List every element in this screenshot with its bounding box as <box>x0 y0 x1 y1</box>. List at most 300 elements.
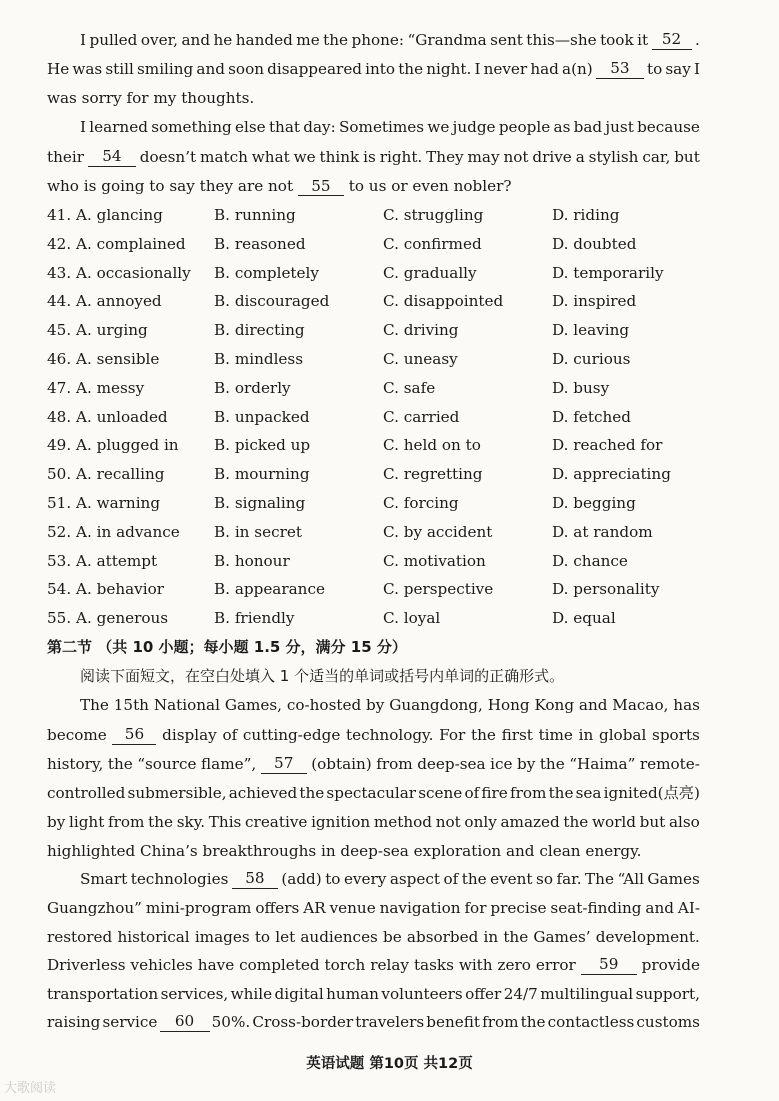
option-b[interactable]: B. discouraged <box>214 292 330 311</box>
word: disappeared <box>267 60 363 78</box>
word: drive <box>532 148 572 166</box>
word: offer <box>465 985 502 1003</box>
word: what <box>251 148 290 166</box>
word: Games, <box>224 696 283 714</box>
word: absorbed <box>406 928 479 946</box>
word: fire <box>481 784 508 802</box>
word: as <box>553 118 571 136</box>
word: Hong <box>487 696 530 714</box>
option-d[interactable]: D. doubted <box>552 234 637 253</box>
word: . <box>695 31 700 49</box>
word: the <box>503 928 529 946</box>
option-row <box>47 608 707 628</box>
word: National <box>153 696 220 714</box>
word: They <box>426 148 464 166</box>
word: so <box>536 870 553 888</box>
word: never <box>483 60 528 78</box>
word: still <box>105 60 134 78</box>
option-a[interactable]: 43. A. occasionally <box>47 263 191 282</box>
passage-line <box>47 955 700 975</box>
word: for <box>464 899 487 917</box>
word: submersible, <box>127 784 227 802</box>
word: is <box>363 148 376 166</box>
word: zero <box>497 956 531 974</box>
option-d[interactable]: D. appreciating <box>552 465 671 484</box>
word: time <box>538 726 573 744</box>
text-run: to us or even nobler? <box>343 177 512 195</box>
word: we <box>293 148 316 166</box>
passage-line <box>47 725 700 745</box>
section-heading: 第二节 （共 10 小题；每小题 1.5 分，满分 15 分） <box>47 638 407 656</box>
word: stylish <box>588 148 639 166</box>
word: with <box>458 956 493 974</box>
word: their <box>47 148 84 166</box>
word: amazed <box>500 813 560 831</box>
option-a[interactable]: 49. A. plugged in <box>47 436 179 455</box>
word: co-hosted <box>286 696 362 714</box>
option-d[interactable]: D. equal <box>552 609 616 628</box>
option-b[interactable]: B. unpacked <box>214 407 310 426</box>
word: Kong <box>534 696 575 714</box>
word: took <box>600 31 634 49</box>
word: Sometimes <box>339 118 425 136</box>
option-row <box>47 579 707 599</box>
word: deep-sea <box>417 755 486 773</box>
word: The <box>80 696 109 714</box>
word: “Grandma <box>407 31 487 49</box>
word: ignition <box>311 813 371 831</box>
word: day: <box>303 118 336 136</box>
word: also <box>668 813 700 831</box>
passage-line <box>80 117 700 137</box>
word: had <box>530 60 559 78</box>
answer-blank-53[interactable]: 53 <box>596 59 644 79</box>
word: far. <box>556 870 582 888</box>
word: human <box>326 985 379 1003</box>
word: “Haima” <box>569 755 636 773</box>
word: The <box>585 870 614 888</box>
option-b[interactable]: B. in secret <box>214 522 302 541</box>
word: while <box>230 985 273 1003</box>
word: Games <box>647 870 700 888</box>
option-a[interactable]: 50. A. recalling <box>47 465 165 484</box>
option-row <box>47 551 707 571</box>
option-a[interactable]: 55. A. generous <box>47 609 169 628</box>
word: into <box>365 60 396 78</box>
word: benefit <box>426 1013 481 1031</box>
option-row <box>47 263 707 283</box>
word: and <box>578 696 608 714</box>
option-row <box>47 234 707 254</box>
passage-line <box>47 59 700 79</box>
passage-line <box>80 869 700 889</box>
word: “All <box>617 870 644 888</box>
option-a[interactable]: 51. A. warning <box>47 494 161 512</box>
passage-line <box>47 841 700 861</box>
word: historical <box>117 928 190 946</box>
passage-line <box>47 176 700 196</box>
word: light <box>69 813 105 831</box>
option-d[interactable]: D. at random <box>552 522 653 541</box>
word: service <box>102 1013 158 1031</box>
word: car, <box>642 148 671 166</box>
word: from <box>482 1013 519 1031</box>
word: precise <box>490 899 547 917</box>
word: the <box>563 813 589 831</box>
word: I <box>80 31 86 49</box>
option-b[interactable]: B. reasoned <box>214 234 306 253</box>
option-b[interactable]: B. mourning <box>214 465 310 484</box>
option-d[interactable]: D. leaving <box>552 321 630 340</box>
option-c[interactable]: C. regretting <box>383 465 483 484</box>
option-c[interactable]: C. motivation <box>383 551 486 570</box>
word: technologies <box>130 870 229 888</box>
word: the <box>548 784 574 802</box>
word: to <box>254 928 271 946</box>
option-a[interactable]: 54. A. behavior <box>47 580 164 599</box>
passage-line <box>80 695 700 715</box>
word: the <box>520 1013 546 1031</box>
word: pulled <box>89 31 138 49</box>
word: from <box>108 813 145 831</box>
option-c[interactable]: C. forcing <box>383 494 459 512</box>
answer-blank-58[interactable]: 58 <box>232 869 278 889</box>
word: to <box>647 60 663 78</box>
word: ice <box>490 755 513 773</box>
word: by <box>47 813 66 831</box>
option-c[interactable]: C. by accident <box>383 522 493 541</box>
word: of <box>464 784 480 802</box>
option-c[interactable]: C. confirmed <box>383 234 482 253</box>
word: tasks <box>413 956 454 974</box>
word: flame”, <box>201 755 257 773</box>
word: support, <box>635 985 700 1003</box>
word: but <box>639 813 666 831</box>
word: relay <box>370 956 409 974</box>
word: every <box>343 870 387 888</box>
word: because <box>637 118 700 136</box>
word: by <box>516 755 536 773</box>
word: was <box>72 60 103 78</box>
option-b[interactable]: B. picked up <box>214 436 311 455</box>
word: me <box>296 31 320 49</box>
text-run: who is going to say they are not <box>47 177 298 195</box>
option-a[interactable]: 45. A. urging <box>47 321 148 340</box>
word: have <box>197 956 235 974</box>
answer-blank-60[interactable]: 60 <box>160 1012 210 1032</box>
word: remote- <box>639 755 700 773</box>
word: and <box>181 31 211 49</box>
option-row <box>47 349 707 369</box>
option-c[interactable]: C. uneasy <box>383 350 458 368</box>
watermark: 大歌阅读 <box>4 1081 57 1096</box>
word: venue <box>329 899 376 917</box>
word: For <box>439 726 466 744</box>
word: the <box>299 784 325 802</box>
option-c[interactable]: C. carried <box>383 407 460 426</box>
option-row <box>47 407 707 427</box>
passage-line <box>47 754 700 774</box>
option-c[interactable]: C. driving <box>383 321 459 340</box>
option-row <box>47 464 707 484</box>
word: it <box>637 31 649 49</box>
option-b[interactable]: B. friendly <box>214 609 295 628</box>
word: method <box>373 813 433 831</box>
word: error <box>535 956 576 974</box>
word: become <box>47 726 107 744</box>
text-run: was sorry for my thoughts. <box>47 89 255 107</box>
word: achieved <box>228 784 298 802</box>
answer-blank-55[interactable]: 55 <box>298 177 344 196</box>
word: AI- <box>677 899 700 917</box>
option-b[interactable]: B. orderly <box>214 378 291 397</box>
option-a[interactable]: 52. A. in advance <box>47 522 180 541</box>
option-d[interactable]: D. fetched <box>552 407 631 426</box>
text-run: highlighted China’s breakthroughs in deep-sea exploration and clean energy. <box>47 842 642 860</box>
word: completed <box>239 956 320 974</box>
word: customs <box>636 1013 700 1031</box>
word: and <box>196 60 225 78</box>
word: Smart <box>80 870 128 888</box>
word: the <box>323 31 349 49</box>
word: I <box>474 60 481 78</box>
word: aspect <box>389 870 440 888</box>
word: we <box>427 118 450 136</box>
word: controlled <box>47 784 126 802</box>
answer-blank-57[interactable]: 57 <box>261 754 307 774</box>
word: services, <box>160 985 229 1003</box>
word: over, <box>140 31 179 49</box>
word: the <box>148 813 174 831</box>
word: creative <box>245 813 308 831</box>
passage-line <box>47 984 700 1004</box>
word: the <box>398 60 424 78</box>
word: from <box>376 755 413 773</box>
option-c[interactable]: C. loyal <box>383 609 441 628</box>
word: not <box>435 813 461 831</box>
word: “source <box>137 755 197 773</box>
word: doesn’t <box>139 148 197 166</box>
option-row <box>47 320 707 340</box>
word: people <box>498 118 551 136</box>
word: but <box>674 148 700 166</box>
option-c[interactable]: C. safe <box>383 378 436 397</box>
passage-line <box>47 812 700 832</box>
option-c[interactable]: C. struggling <box>383 206 484 224</box>
word: event <box>490 870 533 888</box>
word: sports <box>652 726 700 744</box>
answer-blank-52[interactable]: 52 <box>652 30 692 50</box>
option-d[interactable]: D. temporarily <box>552 263 664 282</box>
word: history, <box>47 755 104 773</box>
option-row <box>47 493 707 513</box>
option-d[interactable]: D. begging <box>552 494 636 512</box>
option-b[interactable]: B. honour <box>214 551 290 570</box>
word: volunteers <box>381 985 463 1003</box>
word: AR <box>303 899 326 917</box>
word: I <box>80 118 86 136</box>
word: judge <box>452 118 496 136</box>
option-d[interactable]: D. curious <box>552 350 631 368</box>
option-d[interactable]: D. personality <box>552 580 660 599</box>
word: the <box>470 726 496 744</box>
word: soon <box>228 60 264 78</box>
option-a[interactable]: 46. A. sensible <box>47 350 160 368</box>
passage-line <box>47 783 700 803</box>
word: technology. <box>346 726 434 744</box>
word: has <box>673 696 700 714</box>
word: to <box>325 870 341 888</box>
word: sky. <box>176 813 206 831</box>
page-footer: 英语试题 第10页 共12页 <box>306 1056 473 1072</box>
passage-line <box>47 147 700 167</box>
word: Games’ <box>533 928 591 946</box>
word: ignited(点亮) <box>603 784 700 802</box>
word: else <box>235 118 266 136</box>
option-d[interactable]: D. chance <box>552 551 628 570</box>
option-a[interactable]: 42. A. complained <box>47 234 186 253</box>
option-b[interactable]: B. directing <box>214 321 305 340</box>
option-row <box>47 291 707 311</box>
passage-line <box>47 88 700 108</box>
word: multilingual <box>540 985 634 1003</box>
word: world <box>591 813 636 831</box>
word: global <box>598 726 647 744</box>
word: contactless <box>547 1013 635 1031</box>
option-b[interactable]: B. completely <box>214 263 319 282</box>
word: scene <box>418 784 463 802</box>
word: night. <box>426 60 472 78</box>
word: let <box>275 928 296 946</box>
word: cutting-edge <box>242 726 341 744</box>
answer-blank-59[interactable]: 59 <box>581 955 637 975</box>
word: display <box>162 726 217 744</box>
word: a <box>575 148 585 166</box>
word: I <box>693 60 700 78</box>
word: raising <box>47 1013 101 1031</box>
answer-blank-54[interactable]: 54 <box>88 147 136 167</box>
word: and <box>645 899 674 917</box>
word: seat-finding <box>550 899 642 917</box>
option-d[interactable]: D. busy <box>552 378 610 397</box>
word: Guangzhou” <box>47 899 142 917</box>
word: vehicles <box>130 956 193 974</box>
word: provide <box>641 956 700 974</box>
word: (obtain) <box>311 755 372 773</box>
word: match <box>200 148 248 166</box>
option-a[interactable]: 47. A. messy <box>47 378 145 397</box>
word: sea <box>575 784 602 802</box>
word: handed <box>235 31 293 49</box>
word: audiences <box>300 928 378 946</box>
word: phone: <box>351 31 405 49</box>
option-c[interactable]: C. gradually <box>383 263 477 282</box>
option-row <box>47 205 707 225</box>
word: Guangdong, <box>389 696 483 714</box>
option-c[interactable]: C. held on to <box>383 436 481 455</box>
passage-line <box>47 927 700 947</box>
option-a[interactable]: 41. A. glancing <box>47 206 163 224</box>
option-c[interactable]: C. disappointed <box>383 292 504 311</box>
word: something <box>151 118 232 136</box>
option-d[interactable]: D. reached for <box>552 436 663 455</box>
option-a[interactable]: 53. A. attempt <box>47 551 158 570</box>
answer-blank-56[interactable]: 56 <box>112 725 156 745</box>
word: sent <box>490 31 523 49</box>
word: in <box>578 726 594 744</box>
word: he <box>213 31 233 49</box>
word: just <box>605 118 634 136</box>
word: Cross-border <box>252 1013 354 1031</box>
word: of <box>443 870 459 888</box>
passage-line <box>47 1012 700 1032</box>
word: say <box>665 60 691 78</box>
passage-line <box>80 30 700 50</box>
word: navigation <box>379 899 461 917</box>
option-b[interactable]: B. appearance <box>214 580 325 599</box>
option-c[interactable]: C. perspective <box>383 580 494 599</box>
passage-line <box>47 898 700 918</box>
word: think <box>319 148 360 166</box>
word: only <box>464 813 497 831</box>
option-row <box>47 435 707 455</box>
word: Macao, <box>612 696 669 714</box>
option-a[interactable]: 44. A. annoyed <box>47 292 162 311</box>
word: 15th <box>113 696 149 714</box>
word: 50%. <box>211 1013 251 1031</box>
word: the <box>107 755 133 773</box>
word: travelers <box>355 1013 425 1031</box>
word: a(n) <box>562 60 593 78</box>
word: right. <box>379 148 423 166</box>
word: this—she <box>526 31 597 49</box>
word: smiling <box>137 60 194 78</box>
word: be <box>383 928 402 946</box>
word: development. <box>595 928 700 946</box>
word: may <box>467 148 500 166</box>
option-b[interactable]: B. running <box>214 206 296 224</box>
word: He <box>47 60 70 78</box>
word: the <box>539 755 565 773</box>
word: bad <box>573 118 603 136</box>
word: offers <box>255 899 300 917</box>
word: (add) <box>281 870 322 888</box>
word: digital <box>274 985 324 1003</box>
word: from <box>509 784 547 802</box>
word: images <box>194 928 250 946</box>
word: the <box>461 870 487 888</box>
option-b[interactable]: B. mindless <box>214 350 304 368</box>
word: first <box>501 726 533 744</box>
option-d[interactable]: D. inspired <box>552 292 637 311</box>
word: that <box>268 118 300 136</box>
option-d[interactable]: D. riding <box>552 206 620 224</box>
section-instruction: 阅读下面短文，在空白处填入 1 个适当的单词或括号内单词的正确形式。 <box>80 667 565 685</box>
word: in <box>483 928 499 946</box>
option-a[interactable]: 48. A. unloaded <box>47 407 168 426</box>
word: learned <box>89 118 148 136</box>
word: This <box>208 813 242 831</box>
option-row <box>47 522 707 542</box>
word: 24/7 <box>503 985 538 1003</box>
word: torch <box>324 956 366 974</box>
word: by <box>366 696 385 714</box>
word: restored <box>47 928 113 946</box>
word: Driverless <box>47 956 126 974</box>
option-row <box>47 378 707 398</box>
word: spectacular <box>326 784 417 802</box>
option-b[interactable]: B. signaling <box>214 494 306 512</box>
